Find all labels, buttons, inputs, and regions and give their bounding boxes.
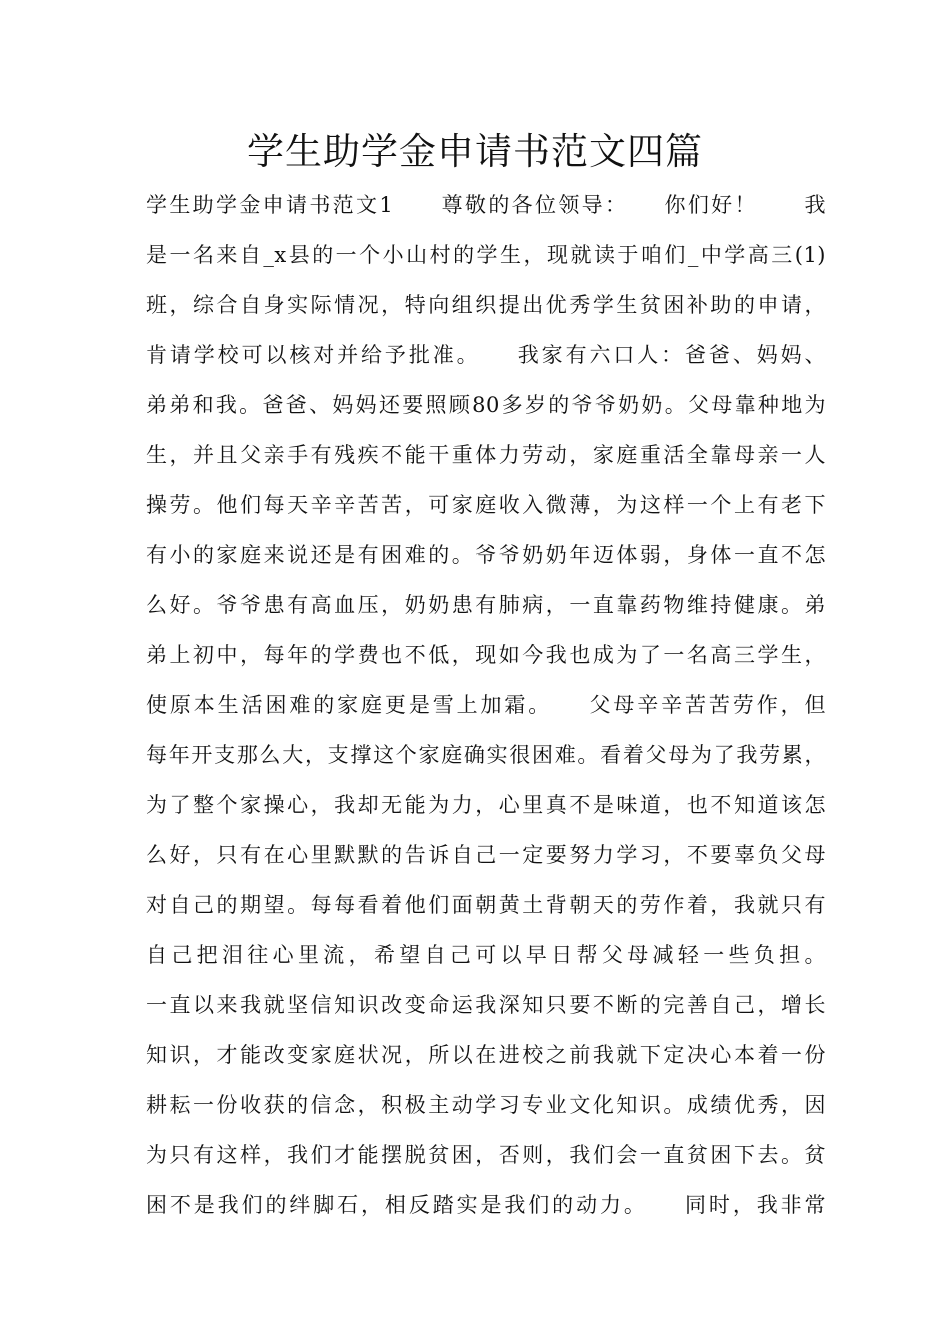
- body-line: 弟上初中，每年的学费也不低，现如今我也成为了一名高三学生，: [146, 643, 826, 667]
- body-line: 自己把泪往心里流，希望自己可以早日帮父母减轻一些负担。: [146, 943, 826, 967]
- body-line: 弟弟和我。爸爸、妈妈还要照顾80多岁的爷爷奶奶。父母靠种地为: [146, 393, 826, 417]
- body-line: 知识，才能改变家庭状况，所以在进校之前我就下定决心本着一份: [146, 1043, 826, 1067]
- body-line: 生，并且父亲手有残疾不能干重体力劳动，家庭重活全靠母亲一人: [146, 443, 826, 467]
- body-line: 么好，只有在心里默默的告诉自己一定要努力学习，不要辜负父母: [146, 843, 826, 867]
- body-line: 困不是我们的绊脚石，相反踏实是我们的动力。 同时，我非常: [146, 1193, 826, 1217]
- body-line: 为了整个家操心，我却无能为力，心里真不是味道，也不知道该怎: [146, 793, 826, 817]
- body-line: 使原本生活困难的家庭更是雪上加霜。 父母辛辛苦苦劳作，但: [146, 693, 826, 717]
- body-line: 为只有这样，我们才能摆脱贫困，否则，我们会一直贫困下去。贫: [146, 1143, 826, 1167]
- body-line: 每年开支那么大，支撑这个家庭确实很困难。看着父母为了我劳累，: [146, 743, 826, 767]
- body-line: 肯请学校可以核对并给予批准。 我家有六口人：爸爸、妈妈、: [146, 343, 826, 367]
- document-title: 学生助学金申请书范文四篇: [247, 130, 703, 173]
- body-line: 对自己的期望。每每看着他们面朝黄土背朝天的劳作着，我就只有: [146, 893, 826, 917]
- body-line: 耕耘一份收获的信念，积极主动学习专业文化知识。成绩优秀，因: [146, 1093, 826, 1117]
- body-line: 学生助学金申请书范文1 尊敬的各位领导： 你们好！ 我: [146, 193, 826, 217]
- body-line: 是一名来自_x县的一个小山村的学生，现就读于咱们_中学高三(1): [146, 243, 826, 267]
- body-line: 班，综合自身实际情况，特向组织提出优秀学生贫困补助的申请，: [146, 293, 826, 317]
- body-line: 有小的家庭来说还是有困难的。爷爷奶奶年迈体弱，身体一直不怎: [146, 543, 826, 567]
- body-line: 操劳。他们每天辛辛苦苦，可家庭收入微薄，为这样一个上有老下: [146, 493, 826, 517]
- document-body: [146, 180, 826, 1230]
- body-line: 么好。爷爷患有高血压，奶奶患有肺病，一直靠药物维持健康。弟: [146, 593, 826, 617]
- body-line: 一直以来我就坚信知识改变命运我深知只要不断的完善自己，增长: [146, 993, 826, 1017]
